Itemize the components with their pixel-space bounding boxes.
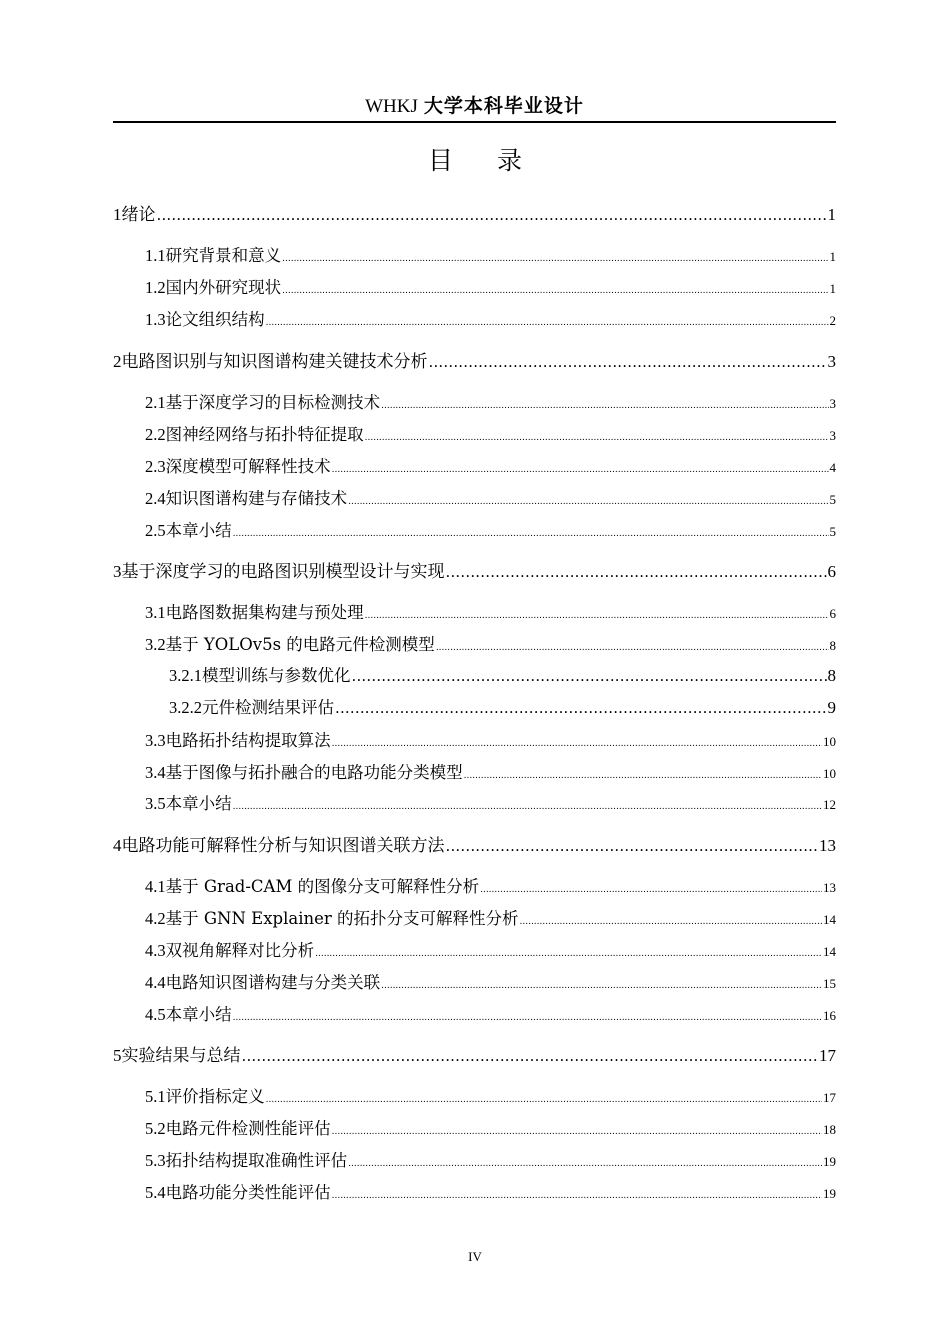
toc-entry-page: 10 — [823, 734, 836, 749]
toc-entry-page: 8 — [829, 638, 836, 653]
toc-entry-page: 1 — [827, 205, 836, 224]
toc-entry-title: 基于 Grad-CAM 的图像分支可解释性分析 — [165, 877, 480, 896]
toc-entry-number: 2.3 — [145, 457, 166, 476]
toc-entry-number: 3.1 — [145, 603, 166, 622]
toc-dot-leader — [157, 206, 827, 224]
page-footer — [0, 1248, 950, 1266]
toc-dot-leader — [282, 254, 828, 264]
toc-entry-title: 本章小结 — [165, 521, 232, 540]
toc-entry-number: 2.1 — [145, 393, 166, 412]
toc-entry-page: 2 — [829, 313, 836, 328]
toc-dot-leader — [520, 917, 823, 927]
toc-entry-number: 5.2 — [145, 1119, 166, 1138]
toc-entry-number: 2 — [113, 352, 122, 371]
toc-entry-title: 模型训练与参数优化 — [202, 666, 351, 685]
toc-entry-title: 实验结果与总结 — [121, 1046, 241, 1066]
toc-entry-2-1[interactable] — [145, 389, 836, 413]
toc-dot-leader — [348, 1159, 822, 1169]
toc-entry-1-3[interactable] — [145, 306, 836, 330]
toc-entry-title: 基于深度学习的电路图识别模型设计与实现 — [121, 562, 445, 582]
toc-entry-5-3[interactable] — [145, 1147, 836, 1171]
toc-entry-4-3[interactable] — [145, 937, 836, 961]
toc-entry-4-5[interactable] — [145, 1001, 836, 1025]
toc-entry-number: 4.5 — [145, 1005, 166, 1024]
toc-entry-number: 5.4 — [145, 1183, 166, 1202]
toc-entry-number: 3.3 — [145, 731, 166, 750]
toc-entry-number: 1.2 — [145, 278, 166, 297]
toc-entry-page: 19 — [823, 1154, 836, 1169]
toc-dot-leader — [332, 1127, 822, 1137]
toc-dot-leader — [381, 401, 828, 411]
toc-entry-number: 3.4 — [145, 763, 166, 782]
toc-entry-page: 17 — [819, 1046, 836, 1065]
toc-entry-5-2[interactable] — [145, 1115, 836, 1139]
toc-entry-title: 电路图数据集构建与预处理 — [165, 603, 364, 622]
toc-dot-leader — [436, 643, 829, 653]
toc-entry-5-4[interactable] — [145, 1179, 836, 1203]
toc-entry-number: 3.5 — [145, 794, 166, 813]
toc-entry-number: 5.1 — [145, 1087, 166, 1106]
toc-entry-page: 14 — [823, 912, 836, 927]
toc-entry-page: 18 — [823, 1122, 836, 1137]
toc-dot-leader — [446, 837, 819, 855]
header-title: 大学本科毕业设计 — [423, 95, 584, 117]
toc-dot-leader — [233, 802, 822, 812]
toc-entry-4-4[interactable] — [145, 969, 836, 993]
toc-entry-title: 电路知识图谱构建与分类关联 — [165, 973, 381, 992]
toc-dot-leader — [332, 739, 822, 749]
toc-entry-5-1[interactable] — [145, 1083, 836, 1107]
toc-entry-3-4[interactable] — [145, 759, 836, 783]
toc-entry-4-2[interactable] — [145, 905, 836, 929]
toc-entry-page: 8 — [827, 666, 836, 685]
toc-entry-title: 研究背景和意义 — [165, 246, 282, 265]
toc-entry-1[interactable] — [113, 200, 836, 225]
toc-entry-page: 9 — [827, 698, 836, 717]
toc-entry-3-5[interactable] — [145, 790, 836, 814]
toc-entry-page: 6 — [827, 562, 836, 581]
toc-entry-number: 1.1 — [145, 246, 166, 265]
toc-dot-leader — [365, 611, 829, 621]
toc-entry-page: 1 — [829, 249, 836, 264]
toc-entry-title: 基于深度学习的目标检测技术 — [165, 393, 381, 412]
toc-entry-title: 图神经网络与拓扑特征提取 — [165, 425, 364, 444]
toc-dot-leader — [282, 286, 828, 296]
toc-entry-number: 5.3 — [145, 1151, 166, 1170]
toc-entry-title: 本章小结 — [165, 1005, 232, 1024]
toc-dot-leader — [242, 1047, 819, 1065]
toc-entry-page: 16 — [823, 1008, 836, 1023]
toc-dot-leader — [335, 699, 827, 717]
toc-entry-number: 4.2 — [145, 909, 166, 928]
toc-dot-leader — [352, 667, 827, 685]
toc-entry-3-2-2[interactable] — [169, 694, 836, 718]
toc-entry-3-2[interactable] — [145, 631, 836, 655]
toc-entry-page: 3 — [827, 352, 836, 371]
toc-entry-title: 深度模型可解释性技术 — [165, 457, 331, 476]
toc-entry-page: 17 — [823, 1090, 836, 1105]
toc-dot-leader — [429, 353, 827, 371]
toc-dot-leader — [233, 529, 829, 539]
toc-entry-number: 4.1 — [145, 877, 166, 896]
toc-entry-number: 4 — [113, 836, 122, 855]
toc-dot-leader — [381, 981, 822, 991]
toc-dot-leader — [233, 1013, 822, 1023]
toc-entry-page: 13 — [819, 836, 836, 855]
toc-entry-title: 基于 YOLOv5s 的电路元件检测模型 — [165, 635, 435, 654]
toc-dot-leader — [266, 1095, 822, 1105]
toc-entry-page: 5 — [829, 492, 836, 507]
toc-entry-number: 4.3 — [145, 941, 166, 960]
toc-entry-number: 2.2 — [145, 425, 166, 444]
toc-dot-leader — [365, 433, 829, 443]
toc-entry-title: 拓扑结构提取准确性评估 — [165, 1151, 348, 1170]
toc-entry-number: 3 — [113, 562, 122, 581]
toc-entry-page: 6 — [829, 606, 836, 621]
toc-dot-leader — [464, 771, 822, 781]
toc-entry-page: 13 — [823, 880, 836, 895]
toc-entry-page: 10 — [823, 766, 836, 781]
toc-entry-page: 3 — [829, 428, 836, 443]
toc-entry-2[interactable] — [113, 347, 836, 372]
toc-entry-page: 1 — [829, 281, 836, 296]
toc-entry-title: 知识图谱构建与存储技术 — [165, 489, 348, 508]
toc-dot-leader — [266, 318, 829, 328]
toc-entry-number: 3.2.2 — [169, 698, 202, 717]
toc-dot-leader — [348, 497, 828, 507]
toc-entry-number: 3.2 — [145, 635, 166, 654]
toc-entry-title: 电路功能可解释性分析与知识图谱关联方法 — [121, 836, 445, 856]
toc-entry-page: 19 — [823, 1186, 836, 1201]
toc-entry-title: 电路功能分类性能评估 — [165, 1183, 331, 1202]
toc-entry-3[interactable] — [113, 557, 836, 582]
toc-entry-3-3[interactable] — [145, 727, 836, 751]
toc-entry-title: 本章小结 — [165, 794, 232, 813]
toc-entry-title: 电路拓扑结构提取算法 — [165, 731, 331, 750]
toc-entry-number: 1.3 — [145, 310, 166, 329]
toc-entry-title: 电路元件检测性能评估 — [165, 1119, 331, 1138]
toc-entry-page: 4 — [829, 460, 836, 475]
toc-entry-1-2[interactable] — [145, 274, 836, 298]
toc-entry-title: 国内外研究现状 — [165, 278, 282, 297]
toc-entry-number: 3.2.1 — [169, 666, 202, 685]
toc-entry-page: 5 — [829, 524, 836, 539]
toc-entry-title: 论文组织结构 — [165, 310, 265, 329]
toc-entry-5[interactable] — [113, 1041, 836, 1066]
toc-entry-4-1[interactable] — [145, 873, 836, 897]
page-number: IV — [468, 1249, 482, 1264]
toc-entry-number: 4.4 — [145, 973, 166, 992]
toc-entry-title: 绪论 — [121, 205, 156, 225]
toc-entry-number: 1 — [113, 205, 122, 224]
toc-entry-page: 15 — [823, 976, 836, 991]
toc-dot-leader — [332, 465, 829, 475]
toc-entry-4[interactable] — [113, 831, 836, 856]
toc-entry-page: 12 — [823, 797, 836, 812]
toc-entry-2-2[interactable] — [145, 421, 836, 445]
toc-entry-title: 元件检测结果评估 — [202, 698, 334, 717]
header-school-code: WHKJ — [365, 96, 418, 117]
toc-dot-leader — [332, 1191, 822, 1201]
toc-entry-title: 基于图像与拓扑融合的电路功能分类模型 — [165, 763, 463, 782]
toc-entry-3-1[interactable] — [145, 599, 836, 623]
toc-title: 目 录 — [428, 146, 540, 175]
toc-entry-title: 基于 GNN Explainer 的拓扑分支可解释性分析 — [165, 909, 519, 928]
toc-entry-1-1[interactable] — [145, 242, 836, 266]
toc-entry-2-3[interactable] — [145, 453, 836, 477]
toc-entry-3-2-1[interactable] — [169, 662, 836, 686]
toc-dot-leader — [315, 949, 822, 959]
toc-entry-2-5[interactable] — [145, 517, 836, 541]
toc-entry-2-4[interactable] — [145, 485, 836, 509]
toc-entry-title: 双视角解释对比分析 — [165, 941, 315, 960]
toc-entry-page: 14 — [823, 944, 836, 959]
toc-entry-number: 5 — [113, 1046, 122, 1065]
toc-entry-title: 评价指标定义 — [165, 1087, 265, 1106]
toc-entry-page: 3 — [829, 396, 836, 411]
toc-dot-leader — [446, 563, 827, 581]
toc-entry-title: 电路图识别与知识图谱构建关键技术分析 — [121, 352, 428, 372]
toc-entry-number: 2.5 — [145, 521, 166, 540]
toc-dot-leader — [480, 885, 822, 895]
toc-entry-number: 2.4 — [145, 489, 166, 508]
